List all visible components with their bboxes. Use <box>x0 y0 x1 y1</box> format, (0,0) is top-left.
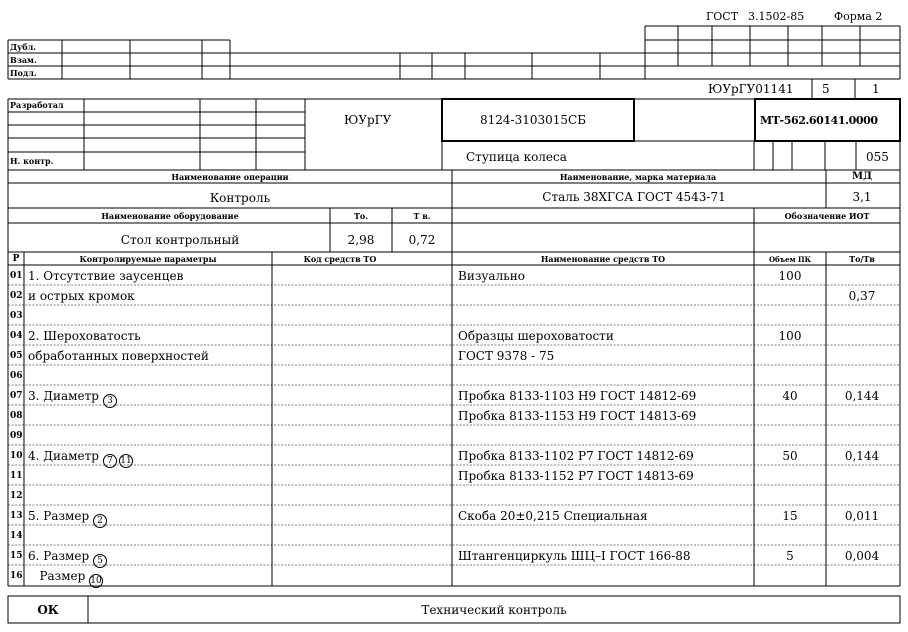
organization: ЮУрГУ <box>344 113 392 127</box>
row-number: 02 <box>10 291 23 301</box>
n-kontr-label: Н. контр. <box>10 156 54 166</box>
equipment-header: Наименование оборудование <box>101 211 239 221</box>
row-volume: 100 <box>778 269 802 283</box>
row-time: 0,004 <box>844 549 880 563</box>
circled-number-icon: 10 <box>90 576 102 586</box>
row-time: 0,011 <box>844 509 880 523</box>
row-number: 05 <box>10 351 23 361</box>
row-means: Образцы шероховатости <box>458 329 614 343</box>
standard-label: ГОСТ <box>706 10 739 23</box>
to-header: То. <box>353 211 369 221</box>
means-to-header: Наименование средств ТО <box>540 254 666 264</box>
row-time: 0,37 <box>848 289 876 303</box>
row-parameter: 4. Диаметр <box>28 449 99 463</box>
standard-number: 3.1502-85 <box>748 10 805 23</box>
row-parameter-marks <box>91 508 107 528</box>
sheet-number: 1 <box>872 82 880 96</box>
operation-number: 055 <box>866 150 889 164</box>
material-value: Сталь 38ХГСА ГОСТ 4543-71 <box>542 190 726 204</box>
row-parameter: 2. Шероховатость <box>28 329 141 343</box>
tott-header: То/Тв <box>849 254 875 264</box>
dubl-label: Дубл. <box>10 42 36 52</box>
row-number: 03 <box>10 311 23 321</box>
row-means: Пробка 8133-1102 Р7 ГОСТ 14812-69 <box>458 449 694 463</box>
row-number: 11 <box>10 471 23 481</box>
row-parameter: 3. Диаметр <box>28 389 99 403</box>
circled-number-icon: 5 <box>93 554 107 568</box>
row-volume: 50 <box>782 449 798 463</box>
row-number: 06 <box>10 371 23 381</box>
row-number: 01 <box>10 271 23 281</box>
part-name: Ступица колеса <box>466 150 567 164</box>
row-time: 0,144 <box>844 389 880 403</box>
footer-title: Технический контроль <box>421 603 567 617</box>
row-volume: 100 <box>778 329 802 343</box>
equipment-value: Стол контрольный <box>120 233 240 247</box>
sheet-total: 5 <box>822 82 830 96</box>
vzam-label: Взам. <box>10 55 37 65</box>
row-volume: 5 <box>786 549 794 563</box>
row-number: 16 <box>10 571 23 581</box>
row-number: 13 <box>10 511 23 521</box>
row-number: 12 <box>10 491 23 501</box>
iot-header: Обозначение ИОТ <box>784 211 870 221</box>
to-value: 2,98 <box>347 233 375 247</box>
row-number: 09 <box>10 431 23 441</box>
row-number: 04 <box>10 331 23 341</box>
circled-number-icon: 11 <box>120 456 132 466</box>
row-volume: 15 <box>782 509 798 523</box>
form-label: Форма 2 <box>834 10 883 23</box>
row-parameter: Размер <box>28 569 86 583</box>
row-number: 14 <box>10 531 23 541</box>
circled-number-icon: 3 <box>103 394 117 408</box>
md-value: 3,1 <box>852 190 872 204</box>
row-means: ГОСТ 9378 - 75 <box>458 349 555 363</box>
row-parameter-marks <box>101 388 117 408</box>
row-means: Визуально <box>458 269 525 283</box>
row-volume: 40 <box>782 389 798 403</box>
row-number: 15 <box>10 551 23 561</box>
row-number: 07 <box>10 391 23 401</box>
operation-name-header: Наименование операции <box>171 172 289 182</box>
row-parameter: 5. Размер <box>28 509 90 523</box>
row-time: 0,144 <box>844 449 880 463</box>
operation-value: Контроль <box>209 191 271 205</box>
p-header: Р <box>12 254 20 264</box>
row-means: Пробка 8133-1153 Н9 ГОСТ 14813-69 <box>458 409 697 423</box>
drawing-number: 8124-3103015СБ <box>480 113 587 127</box>
row-parameter-marks <box>101 448 133 468</box>
circled-number-icon: 2 <box>93 514 107 528</box>
tv-value: 0,72 <box>408 233 436 247</box>
razrabotal-label: Разработал <box>10 100 64 110</box>
row-means: Штангенциркуль ШЦ–I ГОСТ 166-88 <box>458 549 691 563</box>
row-parameter-marks <box>91 548 107 568</box>
row-number: 08 <box>10 411 23 421</box>
row-parameter: и острых кромок <box>28 289 135 303</box>
footer-code: ОК <box>37 603 59 617</box>
params-header: Контролируемые параметры <box>79 254 217 264</box>
row-parameter: 1. Отсутствие заусенцев <box>28 269 184 283</box>
code-to-header: Код средств ТО <box>303 254 377 264</box>
row-means: Пробка 8133-1152 Р7 ГОСТ 14813-69 <box>458 469 694 483</box>
circled-number-icon: 7 <box>103 454 117 468</box>
volume-header: Объем ПК <box>768 255 812 264</box>
podl-label: Подл. <box>10 68 37 78</box>
row-parameter: обработанных поверхностей <box>28 349 209 363</box>
row-number: 10 <box>10 451 23 461</box>
row-means: Скоба 20±0,215 Специальная <box>458 509 648 523</box>
doc-code: МТ-562.60141.0000 <box>760 114 878 127</box>
material-header: Наименование, марка материала <box>559 172 717 182</box>
tv-header: Т в. <box>413 211 431 221</box>
row-parameter-marks <box>87 568 103 588</box>
org-code: ЮУрГУ01141 <box>708 82 794 96</box>
md-header: МД <box>852 171 872 182</box>
row-parameter: 6. Размер <box>28 549 90 563</box>
row-means: Пробка 8133-1103 Н9 ГОСТ 14812-69 <box>458 389 697 403</box>
